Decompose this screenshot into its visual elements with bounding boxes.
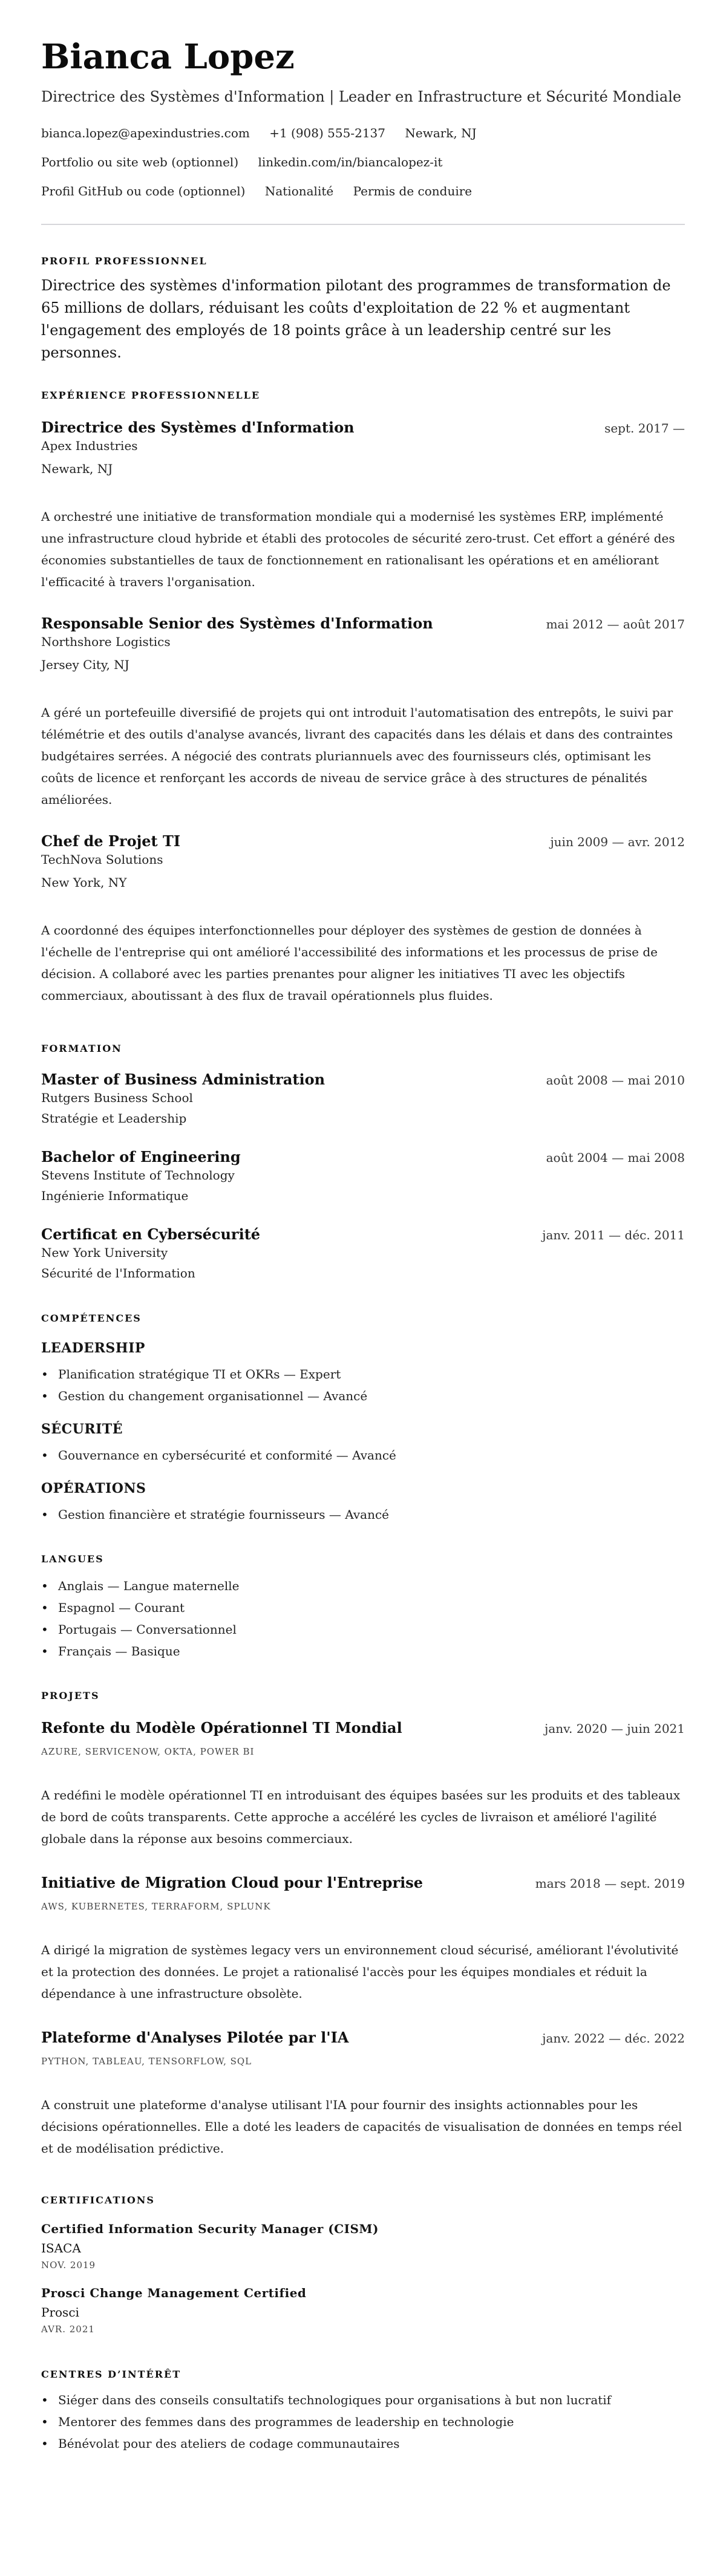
education-entry [41, 1148, 685, 1205]
job-company: TechNova Solutions [41, 852, 163, 867]
education-entry [41, 1071, 685, 1127]
project-tech: AZURE, SERVICENOW, OKTA, POWER BI [41, 1746, 255, 1757]
field-of-study: Sécurité de l'Information [41, 1266, 195, 1280]
project-title: Refonte du Modèle Opérationnel TI Mondial [41, 1719, 402, 1736]
school: Stevens Institute of Technology [41, 1168, 235, 1182]
email-link[interactable]: bianca.lopez@apexindustries.com [41, 126, 250, 140]
certification-entry [41, 2284, 685, 2336]
contact-info [41, 119, 685, 206]
certification-date: AVR. 2021 [41, 2324, 95, 2335]
education-section [41, 1042, 685, 1282]
skill-item: • Planification stratégique TI et OKRs — Expert [58, 1363, 685, 1385]
language-item: • Espagnol — Courant [58, 1597, 685, 1619]
project-dates: janv. 2022 — déc. 2022 [542, 2031, 685, 2046]
section-heading: LANGUES [41, 1553, 104, 1565]
section-heading: COMPÉTENCES [41, 1312, 142, 1324]
job-company: Northshore Logistics [41, 634, 171, 649]
interest-list [41, 2389, 685, 2454]
project-tech: PYTHON, TABLEAU, TENSORFLOW, SQL [41, 2056, 252, 2067]
certification-date: NOV. 2019 [41, 2260, 96, 2271]
job-dates: juin 2009 — avr. 2012 [550, 835, 685, 849]
experience-section [41, 388, 685, 1006]
candidate-name: Bianca Lopez [41, 37, 295, 77]
resume-header [41, 36, 685, 206]
section-heading: CERTIFICATIONS [41, 2194, 155, 2206]
field-of-study: Ingénierie Informatique [41, 1189, 189, 1203]
project-title: Plateforme d'Analyses Pilotée par l'IA [41, 2029, 349, 2046]
job-company: Apex Industries [41, 439, 138, 453]
contact-row [41, 119, 685, 148]
field-of-study: Stratégie et Leadership [41, 1111, 187, 1126]
job-entry [41, 419, 685, 593]
driving-license: Permis de conduire [353, 184, 473, 198]
portfolio-link[interactable]: Portfolio ou site web (optionnel) [41, 155, 239, 169]
degree: Certificat en Cybersécurité [41, 1225, 261, 1243]
section-heading: FORMATION [41, 1043, 122, 1054]
education-dates: août 2004 — mai 2008 [546, 1150, 685, 1165]
skill-category: LEADERSHIP [41, 1340, 145, 1356]
profile-summary: Directrice des systèmes d'information pilotant des programmes de transformation de 65 millions de dollars, réduisant les coûts d'exploitation de 22 % et augmentant l'engagement des employés de 18 points grâce à un leadership centré sur les personnes. [41, 277, 671, 361]
skill-list [41, 1504, 685, 1525]
interest-item: • Mentorer des femmes dans des programmes de leadership en technologie [58, 2411, 685, 2433]
job-location: Newark, NJ [41, 461, 113, 476]
job-location: New York, NY [41, 875, 127, 890]
project-entry [41, 2029, 685, 2159]
degree: Bachelor of Engineering [41, 1148, 241, 1166]
certification-issuer: ISACA [41, 2241, 81, 2255]
degree: Master of Business Administration [41, 1071, 325, 1088]
school: New York University [41, 1245, 168, 1260]
section-heading: EXPÉRIENCE PROFESSIONNELLE [41, 390, 261, 401]
school: Rutgers Business School [41, 1091, 193, 1105]
candidate-title: Directrice des Systèmes d'Information | Leader en Infrastructure et Sécurité Mondiale [41, 88, 682, 105]
education-dates: janv. 2011 — déc. 2011 [542, 1228, 685, 1242]
interest-item: • Siéger dans des conseils consultatifs technologiques pour organisations à but non lucratif [58, 2389, 685, 2411]
project-dates: mars 2018 — sept. 2019 [535, 1876, 685, 1891]
job-entry [41, 832, 685, 1006]
education-entry [41, 1225, 685, 1282]
skill-item: • Gestion du changement organisationnel — Avancé [58, 1385, 685, 1407]
certifications-section [41, 2193, 685, 2336]
profile-section [41, 254, 685, 364]
nationality: Nationalité [264, 184, 334, 198]
skill-category: OPÉRATIONS [41, 1481, 146, 1496]
projects-section [41, 1689, 685, 2159]
project-dates: janv. 2020 — juin 2021 [544, 1721, 685, 1736]
project-tech: AWS, KUBERNETES, TERRAFORM, SPLUNK [41, 1901, 271, 1912]
header-divider [41, 224, 685, 225]
contact-row [41, 177, 685, 206]
job-title: Directrice des Systèmes d'Information [41, 419, 355, 436]
contact-row [41, 148, 685, 177]
linkedin-link[interactable]: linkedin.com/in/biancalopez-it [258, 155, 443, 169]
languages-section [41, 1552, 685, 1662]
skill-list [41, 1444, 685, 1466]
skill-category: SÉCURITÉ [41, 1421, 123, 1437]
interests-section [41, 2367, 685, 2454]
skill-list [41, 1363, 685, 1407]
section-heading: PROFIL PROFESSIONNEL [41, 255, 208, 267]
job-location: Jersey City, NJ [41, 657, 129, 672]
certification-entry [41, 2220, 685, 2272]
project-entry [41, 1719, 685, 1850]
job-dates: sept. 2017 — [604, 421, 685, 435]
job-description: A géré un portefeuille diversifié de projets qui ont introduit l'automatisation des entrepôts, le suivi par télémétrie et des outils d'analyse avancés, livrant des capacités dans les délais et dans des contraintes budgétaires serrées. A négocié des contrats pluriannuels avec des fournisseurs clés, optimisant les coûts de licence et renforçant les accords de niveau de service grâce à des structures de pénalités améliorées. [41, 705, 673, 807]
language-item: • Portugais — Conversationnel [58, 1619, 685, 1640]
skills-section [41, 1311, 685, 1525]
project-description: A redéfini le modèle opérationnel TI en introduisant des équipes basées sur les produits et des tableaux de bord de coûts transparents. Cette approche a accéléré les cycles de livraison et amélioré l'agilité globale dans la réponse aux besoins commerciaux. [41, 1788, 681, 1846]
project-title: Initiative de Migration Cloud pour l'Entreprise [41, 1874, 423, 1891]
language-list [41, 1575, 685, 1662]
skill-item: • Gouvernance en cybersécurité et conformité — Avancé [58, 1444, 685, 1466]
section-heading: CENTRES D’INTÉRÊT [41, 2369, 182, 2380]
job-description: A orchestré une initiative de transformation mondiale qui a modernisé les systèmes ERP, implémenté une infrastructure cloud hybride et établi des protocoles de sécurité zero-trust. Cet effort a généré des économies substantielles de taux de fonctionnement en rationalisant les opérations et en améliorant l'efficacité à travers l'organisation. [41, 509, 675, 589]
project-description: A dirigé la migration de systèmes legacy vers un environnement cloud sécurisé, améliorant l'évolutivité et la protection des données. Le projet a rationalisé l'accès pour les équipes mondiales et réduit la dépendance à une infrastructure obsolète. [41, 1943, 679, 2001]
job-entry [41, 615, 685, 810]
interest-item: • Bénévolat pour des ateliers de codage communautaires [58, 2433, 685, 2454]
location: Newark, NJ [405, 126, 477, 140]
language-item: • Français — Basique [58, 1640, 685, 1662]
certification-name: Prosci Change Management Certified [41, 2286, 307, 2300]
certification-issuer: Prosci [41, 2305, 79, 2320]
skill-item: • Gestion financière et stratégie fournisseurs — Avancé [58, 1504, 685, 1525]
github-link[interactable]: Profil GitHub ou code (optionnel) [41, 184, 246, 198]
job-title: Chef de Projet TI [41, 832, 181, 850]
phone-number[interactable]: +1 (908) 555-2137 [269, 126, 385, 140]
job-title: Responsable Senior des Systèmes d'Information [41, 615, 433, 632]
education-dates: août 2008 — mai 2010 [546, 1073, 685, 1087]
project-description: A construit une plateforme d'analyse utilisant l'IA pour fournir des insights actionnables pour les décisions opérationnelles. Elle a doté les leaders de capacités de visualisation de données en temps réel et de modélisation prédictive. [41, 2098, 682, 2156]
language-item: • Anglais — Langue maternelle [58, 1575, 685, 1597]
job-dates: mai 2012 — août 2017 [546, 617, 685, 631]
project-entry [41, 1874, 685, 2004]
job-description: A coordonné des équipes interfonctionnelles pour déployer des systèmes de gestion de données à l'échelle de l'entreprise qui ont amélioré l'accessibilité des informations et les processus de prise de décision. A collaboré avec les parties prenantes pour aligner les initiatives TI avec les objectifs commerciaux, aboutissant à des flux de travail opérationnels plus fluides. [41, 923, 658, 1003]
certification-name: Certified Information Security Manager (CISM) [41, 2222, 379, 2236]
section-heading: PROJETS [41, 1690, 100, 1701]
